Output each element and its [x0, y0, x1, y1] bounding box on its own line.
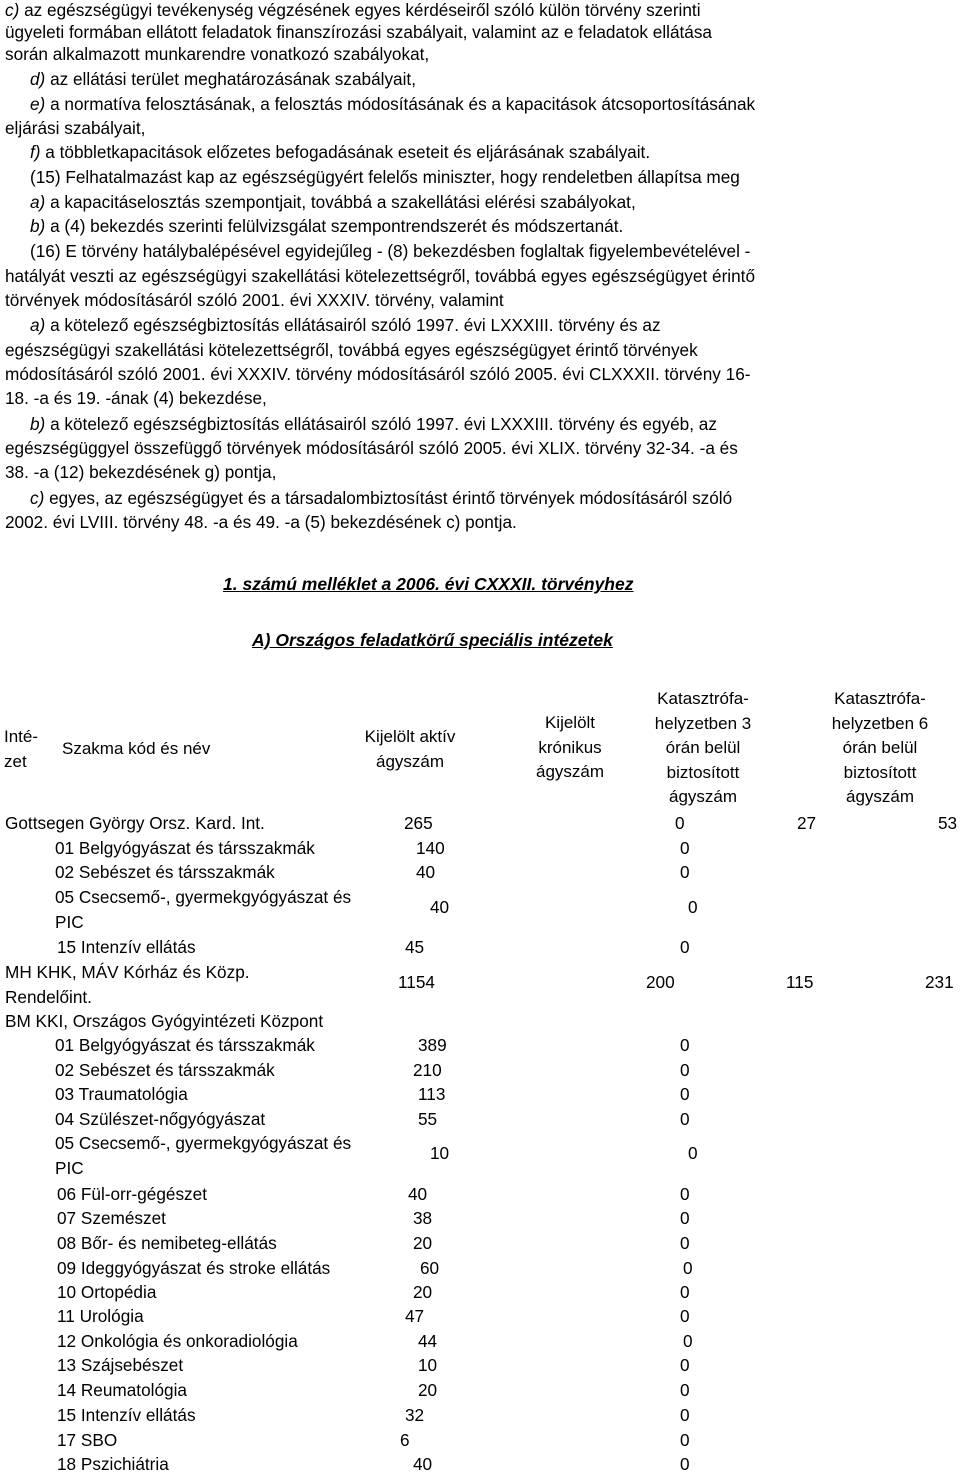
paragraph-text: a többletkapacitások előzetes befogadásának eseteit és eljárásának szabályait.	[40, 142, 651, 162]
row-name: 04 Szülészet-nőgyógyászat	[55, 1109, 266, 1129]
row-active-beds: 10	[430, 1143, 450, 1163]
row-chronic-beds: 0	[680, 1430, 690, 1450]
row-active-beds: 265	[404, 813, 433, 833]
paragraph-line	[30, 241, 750, 261]
row-name: 08 Bőr- és nemibeteg-ellátás	[57, 1233, 277, 1253]
row-chronic-beds: 0	[680, 1454, 690, 1474]
row-active-beds: 20	[418, 1380, 438, 1400]
paragraph-text: a normatíva felosztásának, a felosztás módosításának és a kapacitások átcsoportosításának	[45, 94, 756, 114]
paragraph-text: a kötelező egészségbiztosítás ellátásairól szóló 1997. évi LXXXIII. törvény és az	[45, 315, 661, 335]
paragraph-line	[5, 266, 755, 286]
row-chronic-beds: 0	[680, 1405, 690, 1425]
row-active-beds: 210	[413, 1060, 442, 1080]
row-disaster-3h: 115	[786, 972, 814, 992]
paragraph-text: 2002. évi LVIII. törvény 48. -a és 49. -a (5) bekezdésének c) pontja.	[5, 512, 517, 532]
row-active-beds: 45	[405, 937, 425, 957]
row-active-beds: 40	[408, 1184, 428, 1204]
paragraph-text: ügyeleti formában ellátott feladatok finanszírozási szabályait, valamint az e feladatok ellátása	[5, 22, 712, 42]
row-chronic-beds: 0	[680, 1208, 690, 1228]
paragraph-prefix: f)	[30, 142, 41, 162]
row-active-beds: 40	[416, 862, 436, 882]
row-active-beds: 389	[418, 1035, 447, 1055]
paragraph-line	[30, 488, 732, 508]
paragraph-text: során alkalmazott munkarendre vonatkozó szabályokat,	[5, 44, 430, 64]
row-active-beds: 60	[420, 1258, 440, 1278]
header-disaster-6h: Katasztrófa- helyzetben 6 órán belül biztosított ágyszám	[831, 689, 929, 806]
row-active-beds: 38	[413, 1208, 433, 1228]
row-chronic-beds: 0	[680, 1060, 690, 1080]
row-chronic-beds: 0	[680, 1306, 690, 1326]
row-active-beds: 44	[418, 1331, 438, 1351]
row-chronic-beds: 0	[680, 1282, 690, 1302]
paragraph-line	[5, 44, 429, 64]
paragraph-line	[5, 22, 712, 42]
row-name: 02 Sebészet és társszakmák	[55, 1060, 275, 1080]
row-chronic-beds: 0	[680, 1109, 690, 1129]
paragraph-prefix: d)	[30, 69, 46, 89]
paragraph-text: az ellátási terület meghatározásának szabályait,	[45, 69, 416, 89]
row-chronic-beds: 0	[680, 1380, 690, 1400]
row-name: 18 Pszichiátria	[57, 1454, 169, 1474]
paragraph-text: 38. -a (12) bekezdésének g) pontja,	[5, 462, 277, 482]
paragraph-text: hatályát veszti az egészségügyi szakellátási kötelezettségről, továbbá egyes egészségügyet érintő	[5, 266, 756, 286]
row-name: 15 Intenzív ellátás	[57, 1405, 196, 1425]
row-name: 09 Ideggyógyászat és stroke ellátás	[57, 1258, 331, 1278]
row-chronic-beds: 0	[688, 897, 698, 917]
paragraph-text: a kapacitáselosztás szempontjait, továbbá a szakellátási elérési szabályokat,	[45, 192, 636, 212]
paragraph-text: az egészségügyi tevékenység végzésének egyes kérdéseiről szóló külön törvény szerinti	[19, 0, 701, 20]
paragraph-text: egészségüggyel összefüggő törvények módosításáról szóló 2005. évi XLIX. törvény 32-34. -a és	[5, 438, 738, 458]
paragraph-text: (16) E törvény hatálybalépésével egyidejűleg - (8) bekezdésben foglaltak figyelembevételével -	[30, 241, 751, 261]
row-name: 01 Belgyógyászat és társszakmák	[55, 1035, 315, 1055]
header-institution: Inté- zet	[4, 727, 39, 771]
row-name: 01 Belgyógyászat és társszakmák	[55, 838, 315, 858]
paragraph-line	[30, 192, 636, 212]
row-active-beds: 1154	[398, 972, 435, 992]
row-name: 02 Sebészet és társszakmák	[55, 862, 275, 882]
paragraph-line	[5, 118, 145, 138]
header-disaster-3h: Katasztrófa- helyzetben 3 órán belül biztosított ágyszám	[654, 689, 752, 806]
row-chronic-beds: 0	[680, 1035, 690, 1055]
paragraph-prefix: c)	[5, 0, 20, 20]
paragraph-text: egyes, az egészségügyet és a társadalombiztosítást érintő törvények módosításáról szóló	[44, 488, 733, 508]
row-name: 05 Csecsemő-, gyermekgyógyászat és PIC	[55, 1133, 352, 1178]
row-name: MH KHK, MÁV Kórház és Közp. Rendelőint.	[5, 962, 250, 1007]
row-chronic-beds: 200	[646, 972, 675, 992]
header-field: Szakma kód és név	[62, 739, 211, 758]
row-active-beds: 32	[405, 1405, 425, 1425]
row-name: 10 Ortopédia	[57, 1282, 157, 1302]
row-name: 13 Szájsebészet	[57, 1355, 184, 1375]
row-chronic-beds: 0	[680, 1084, 690, 1104]
row-active-beds: 40	[430, 897, 450, 917]
row-active-beds: 20	[413, 1282, 433, 1302]
row-chronic-beds: 0	[683, 1331, 693, 1351]
paragraph-prefix: b)	[30, 216, 46, 236]
paragraph-text: törvények módosításáról szóló 2001. évi XXXIV. törvény, valamint	[5, 290, 504, 310]
paragraph-line	[5, 438, 738, 458]
row-name: 05 Csecsemő-, gyermekgyógyászat és PIC	[55, 887, 352, 932]
row-chronic-beds: 0	[680, 1233, 690, 1253]
paragraph-line	[5, 290, 504, 310]
paragraph-line	[30, 94, 755, 114]
row-active-beds: 20	[413, 1233, 433, 1253]
paragraph-line	[30, 315, 661, 335]
row-name: BM KKI, Országos Gyógyintézeti Központ	[5, 1011, 324, 1031]
paragraph-line	[30, 216, 623, 236]
row-name: Gottsegen György Orsz. Kard. Int.	[5, 813, 265, 833]
row-active-beds: 55	[418, 1109, 438, 1129]
paragraph-text: (15) Felhatalmazást kap az egészségügyért felelős miniszter, hogy rendeletben állapítsa meg	[30, 167, 740, 187]
paragraph-line	[30, 142, 650, 162]
paragraph-prefix: a)	[30, 315, 46, 335]
row-active-beds: 10	[418, 1355, 438, 1375]
paragraph-line	[5, 388, 267, 408]
row-name: 11 Urológia	[57, 1306, 144, 1326]
row-chronic-beds: 0	[675, 813, 685, 833]
row-name: 14 Reumatológia	[57, 1380, 187, 1400]
row-chronic-beds: 0	[688, 1143, 698, 1163]
row-active-beds: 40	[413, 1454, 433, 1474]
annex-title: 1. számú melléklet a 2006. évi CXXXII. törvényhez	[223, 574, 634, 594]
paragraph-line	[5, 0, 701, 20]
paragraph-text: eljárási szabályait,	[5, 118, 146, 138]
row-name: 12 Onkológia és onkoradiológia	[57, 1331, 298, 1351]
row-chronic-beds: 0	[683, 1258, 693, 1278]
paragraph-line	[30, 414, 717, 434]
row-chronic-beds: 0	[680, 1355, 690, 1375]
paragraph-line	[30, 69, 416, 89]
paragraph-prefix: e)	[30, 94, 46, 114]
row-chronic-beds: 0	[680, 838, 690, 858]
row-active-beds: 113	[418, 1084, 446, 1104]
row-active-beds: 47	[405, 1306, 425, 1326]
header-active-beds: Kijelölt aktív ágyszám	[364, 727, 456, 771]
paragraph-line	[5, 512, 517, 532]
row-name: 03 Traumatológia	[55, 1084, 188, 1104]
paragraph-line	[5, 340, 698, 360]
row-active-beds: 140	[416, 838, 445, 858]
row-chronic-beds: 0	[680, 937, 690, 957]
paragraph-text: a kötelező egészségbiztosítás ellátásairól szóló 1997. évi LXXXIII. törvény és egyéb, az	[45, 414, 717, 434]
row-name: 15 Intenzív ellátás	[57, 937, 196, 957]
row-name: 07 Szemészet	[57, 1208, 166, 1228]
paragraph-prefix: c)	[30, 488, 45, 508]
section-title: A) Országos feladatkörű speciális intézetek	[252, 630, 613, 650]
paragraph-prefix: a)	[30, 192, 46, 212]
paragraph-line	[5, 462, 276, 482]
row-disaster-6h: 231	[925, 972, 954, 992]
paragraph-text: egészségügyi szakellátási kötelezettségről, továbbá egyes egészségügyet érintő törvények	[5, 340, 698, 360]
paragraph-line	[5, 364, 751, 384]
header-chronic-beds: Kijelölt krónikus ágyszám	[535, 713, 605, 781]
row-name: 17 SBO	[57, 1430, 118, 1450]
row-disaster-6h: 53	[938, 813, 958, 833]
paragraph-text: 18. -a és 19. -ának (4) bekezdése,	[5, 388, 267, 408]
row-active-beds: 6	[400, 1430, 410, 1450]
paragraph-line	[30, 167, 740, 187]
row-disaster-3h: 27	[797, 813, 817, 833]
paragraph-text: módosításáról szóló 2001. évi XXXIV. törvény módosításáról szóló 2005. évi CLXXXII. törvény 16-	[5, 364, 751, 384]
row-chronic-beds: 0	[680, 862, 690, 882]
paragraph-text: a (4) bekezdés szerinti felülvizsgálat szempontrendszerét és módszertanát.	[45, 216, 624, 236]
row-name: 06 Fül-orr-gégészet	[57, 1184, 207, 1204]
paragraph-prefix: b)	[30, 414, 46, 434]
row-chronic-beds: 0	[680, 1184, 690, 1204]
